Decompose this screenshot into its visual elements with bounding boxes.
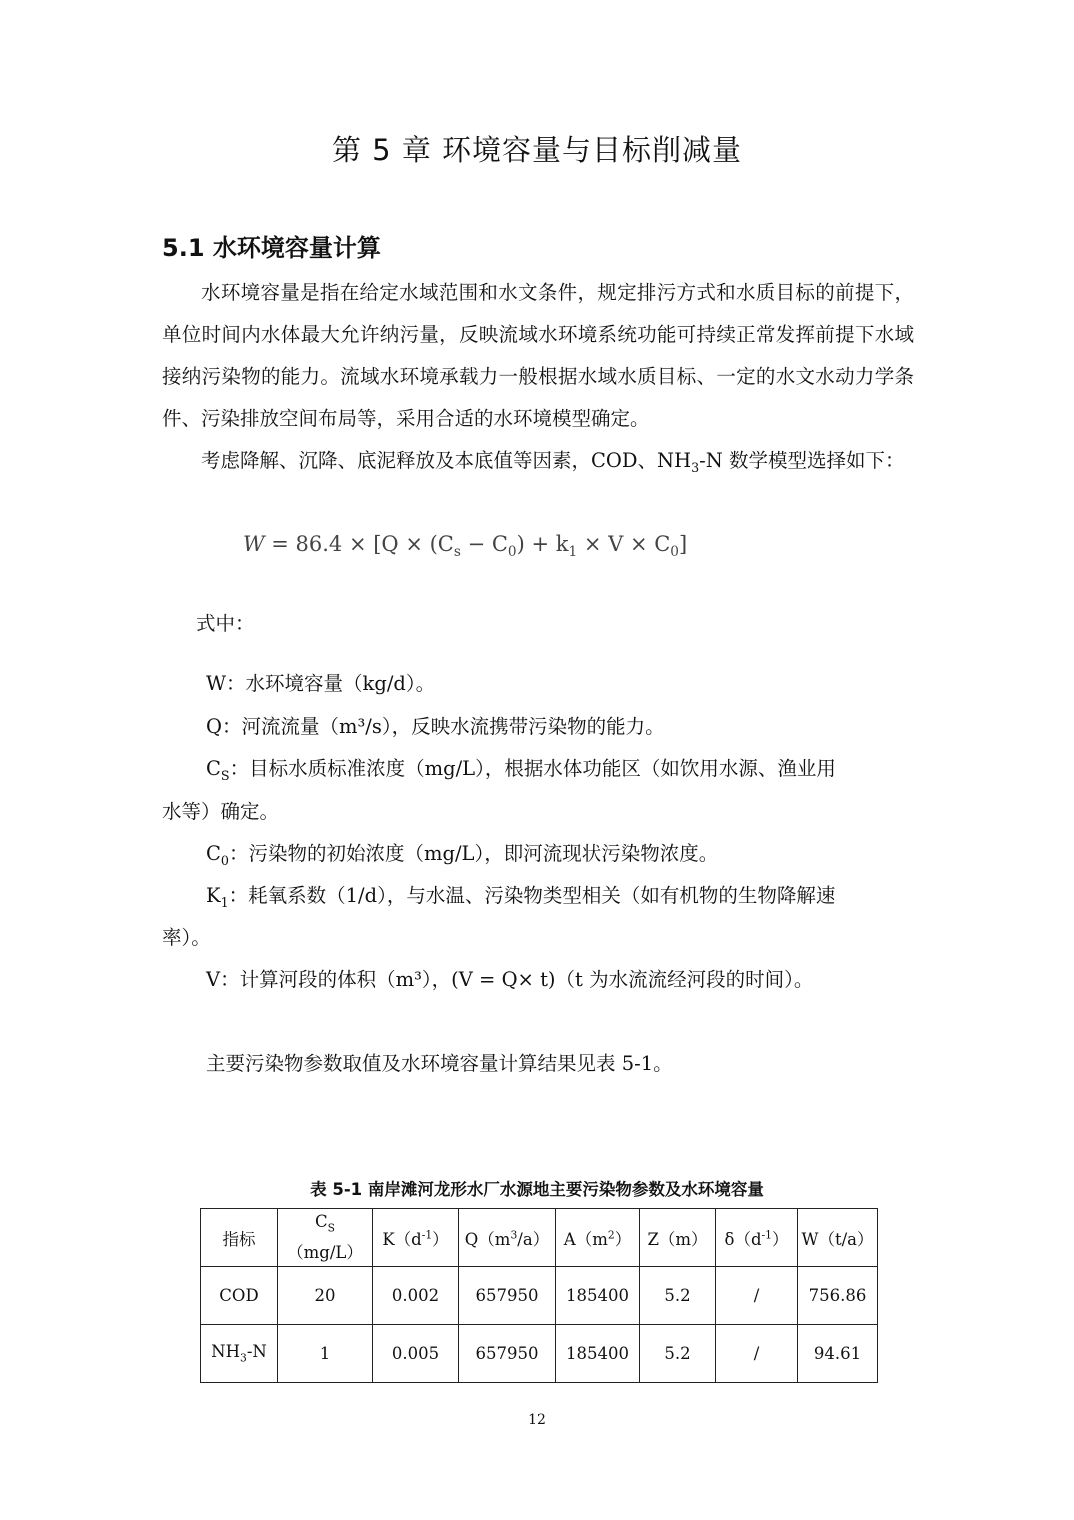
section-title: 5.1 水环境容量计算 (162, 234, 381, 262)
cell-name-main: COD (219, 1286, 259, 1305)
formula-end: ] (678, 532, 688, 556)
definition-cs (206, 753, 836, 783)
chapter-title: 第 5 章 环境容量与目标削减量 (331, 133, 743, 167)
cell-name-tail: -N (246, 1342, 267, 1362)
cell-cs: 1 (278, 1325, 373, 1383)
model-text-before: 考虑降解、沉降、底泥释放及本底值等因素，COD、NH (201, 449, 692, 472)
formula-sub-s: s (453, 544, 461, 561)
intro-paragraph: 水环境容量是指在给定水域范围和水文条件，规定排污方式和水质目标的前提下，单位时间内水体最大允许纳污量，反映流域水环境系统功能可持续正常发挥前提下水域接纳污染物的能力。流域水环境承载力一般根据水域水质目标、一定的水文水动力学条件、污染排放空间布局等，采用合适的水环境模型确定。 (162, 281, 914, 430)
header-k-post: ） (432, 1229, 449, 1249)
cell-name-sub: 3 (239, 1351, 247, 1365)
header-q-sup: 3 (510, 1228, 518, 1241)
table-reference: 主要污染物参数取值及水环境容量计算结果见表 5-1。 (206, 1052, 673, 1075)
header-q-post: /a） (517, 1229, 550, 1249)
definition-c0-sub: 0 (220, 852, 229, 868)
header-delta-pre: δ（d (724, 1229, 762, 1249)
cell-w: 756.86 (798, 1267, 878, 1325)
model-text-sub: 3 (691, 459, 700, 475)
header-delta (716, 1209, 798, 1267)
header-k (373, 1209, 459, 1267)
definition-cs-continuation: 水等）确定。 (162, 800, 280, 823)
cell-q: 657950 (459, 1325, 556, 1383)
header-delta-sup: -1 (761, 1228, 772, 1241)
header-delta-post: ） (771, 1229, 789, 1249)
capacity-formula (243, 532, 687, 560)
page-number: 12 (528, 1412, 546, 1428)
definition-k1-symbol: K (206, 884, 221, 907)
definition-k1-text: ：耗氧系数（1/d），与水温、污染物类型相关（如有机物的生物降解速 (228, 884, 836, 907)
header-cs-unit: （mg/L） (287, 1242, 363, 1262)
header-a (556, 1209, 640, 1267)
definition-k1 (206, 880, 835, 910)
definition-c0-text: ：污染物的初始浓度（mg/L），即河流现状污染物浓度。 (228, 842, 719, 865)
formula-sub-one: 1 (568, 544, 578, 561)
cell-a: 185400 (556, 1267, 640, 1325)
definition-cs-symbol: C (206, 757, 221, 780)
cell-k: 0.002 (373, 1267, 459, 1325)
table-row-nh3n (201, 1325, 878, 1383)
header-k-pre: K（d (382, 1229, 422, 1249)
cell-w: 94.61 (798, 1325, 878, 1383)
definition-cs-sub: S (220, 767, 230, 783)
definition-c0-symbol: C (206, 842, 221, 865)
header-k-sup: -1 (421, 1228, 433, 1241)
table-header-row (201, 1209, 878, 1267)
header-cs-sub: S (327, 1221, 335, 1235)
cell-z: 5.2 (640, 1325, 716, 1383)
parameter-table (200, 1208, 878, 1383)
cell-name (201, 1325, 278, 1383)
cell-name-main: NH (211, 1342, 240, 1362)
formula-sub-zero2: 0 (670, 544, 679, 561)
definition-k1-continuation: 率）。 (162, 926, 211, 949)
formula-sub-zero: 0 (507, 544, 517, 561)
model-text-after: -N 数学模型选择如下： (699, 449, 905, 472)
cell-delta: / (716, 1325, 798, 1383)
cell-cs: 20 (278, 1267, 373, 1325)
cell-delta: / (716, 1267, 798, 1325)
header-q (459, 1209, 556, 1267)
header-indicator: 指标 (201, 1209, 278, 1267)
formula-mid: − C (460, 532, 508, 556)
header-q-pre: Q（m (464, 1229, 511, 1249)
formula-body: = 86.4 × [Q × (C (264, 532, 454, 556)
formula-rest1: ) + k (516, 532, 569, 556)
cell-q: 657950 (459, 1267, 556, 1325)
cell-k: 0.005 (373, 1325, 459, 1383)
cell-a: 185400 (556, 1325, 640, 1383)
definition-q: Q：河流流量（m³/s），反映水流携带污染物的能力。 (206, 715, 665, 738)
table-caption: 表 5-1 南岸滩河龙形水厂水源地主要污染物参数及水环境容量 (310, 1180, 764, 1199)
definition-w: W：水环境容量（kg/d）。 (206, 672, 436, 695)
header-z: Z（m） (640, 1209, 716, 1267)
cell-z: 5.2 (640, 1267, 716, 1325)
where-label: 式中： (196, 612, 255, 635)
header-w: W（t/a） (798, 1209, 878, 1267)
definition-c0 (206, 838, 718, 868)
definition-cs-text: ：目标水质标准浓度（mg/L），根据水体功能区（如饮用水源、渔业用 (229, 757, 836, 780)
cell-name (201, 1267, 278, 1325)
header-cs (278, 1209, 373, 1267)
header-a-post: ） (614, 1229, 632, 1249)
definition-v: V：计算河段的体积（m³），(V = Q× t)（t 为水流流经河段的时间）。 (206, 968, 814, 991)
header-a-sup: 2 (607, 1228, 615, 1241)
header-a-pre: A（m (563, 1229, 608, 1249)
header-cs-symbol: C (315, 1212, 328, 1232)
formula-lhs: W (243, 532, 265, 556)
formula-rest2: × V × C (577, 532, 671, 556)
table-row-cod (201, 1267, 878, 1325)
definition-k1-sub: 1 (220, 894, 229, 910)
model-paragraph (162, 440, 914, 489)
